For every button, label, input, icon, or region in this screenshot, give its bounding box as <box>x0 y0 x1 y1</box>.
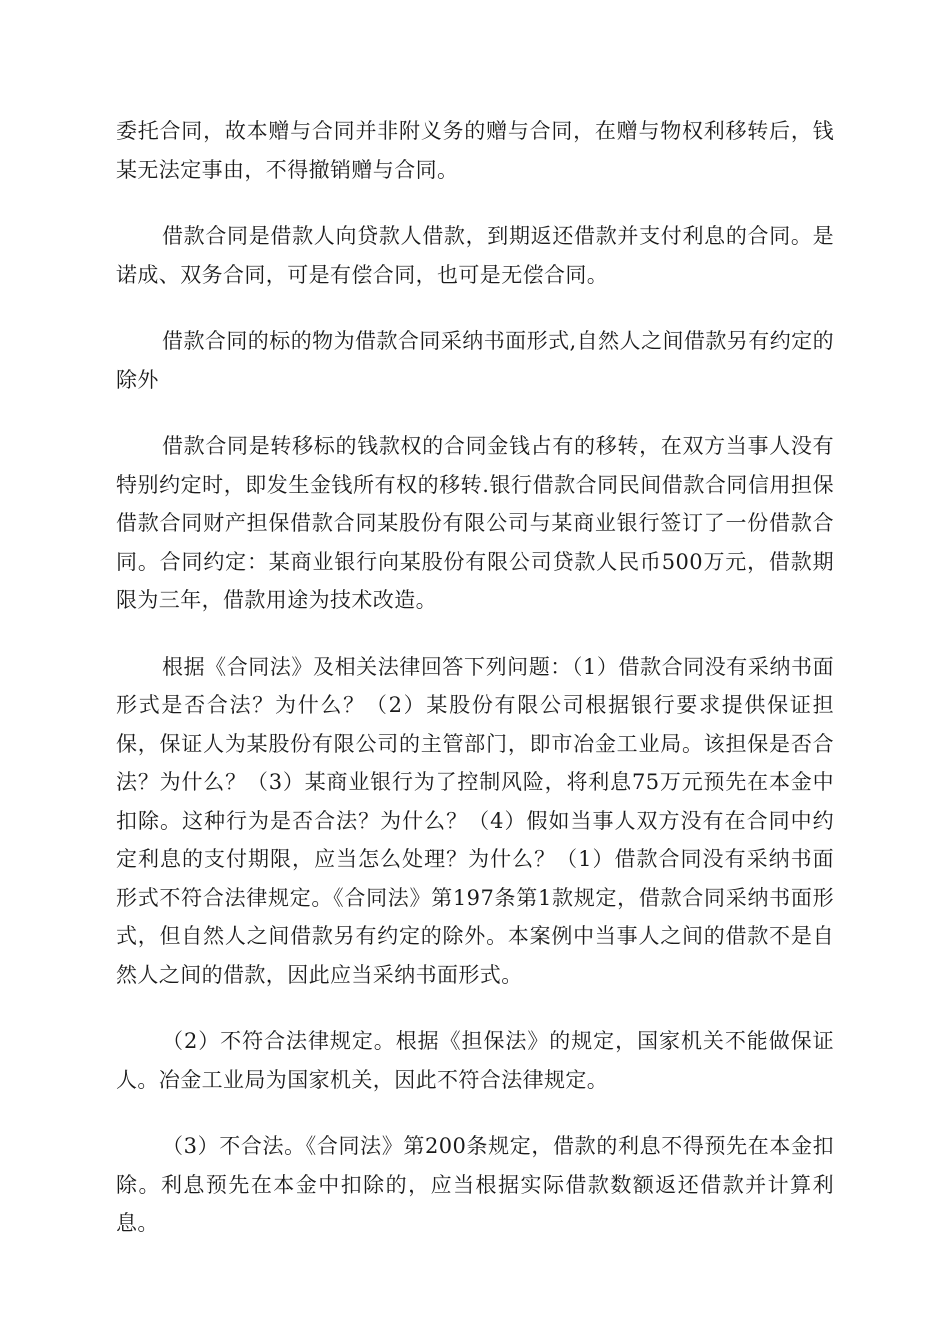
paragraph-loan-contract-definition: 借款合同是借款人向贷款人借款，到期返还借款并支付利息的合同。是诺成、双务合同，可是有偿合同，也可是无偿合同。 <box>116 224 834 287</box>
paragraph-loan-contract-transfer: 借款合同是转移标的钱款权的合同金钱占有的移转，在双方当事人没有特别约定时，即发生金钱所有权的移转.银行借款合同民间借款合同信用担保借款合同财产担保借款合同某股份有限公司与某商业银行签订了一份借款合同。合同约定：某商业银行向某股份有限公司贷款人民币500万元，借款期限为三年，借款用途为技术改造。 <box>116 434 834 612</box>
document-body <box>116 112 834 1271</box>
paragraph-answer-3: （3）不合法。《合同法》第200条规定，借款的利息不得预先在本金扣除。利息预先在本金中扣除的，应当根据实际借款数额返还借款并计算利息。 <box>116 1134 834 1235</box>
paragraph-loan-contract-form: 借款合同的标的物为借款合同采纳书面形式,自然人之间借款另有约定的除外 <box>116 329 834 392</box>
paragraph-questions-and-answer-1: 根据《合同法》及相关法律回答下列问题：（1）借款合同没有采纳书面形式是否合法？为什么？（2）某股份有限公司根据银行要求提供保证担保，保证人为某股份有限公司的主管部门，即市冶金工业局。该担保是否合法？为什么？（3）某商业银行为了控制风险，将利息75万元预先在本金中扣除。这种行为是否合法？为什么？（4）假如当事人双方没有在合同中约定利息的支付期限，应当怎么处理？为什么？（1）借款合同没有采纳书面形式不符合法律规定。《合同法》第197条第1款规定，借款合同采纳书面形式，但自然人之间借款另有约定的除外。本案例中当事人之间的借款不是自然人之间的借款，因此应当采纳书面形式。 <box>116 654 834 987</box>
paragraph-answer-2: （2）不符合法律规定。根据《担保法》的规定，国家机关不能做保证人。冶金工业局为国家机关，因此不符合法律规定。 <box>116 1029 834 1092</box>
paragraph-continuation: 委托合同，故本赠与合同并非附义务的赠与合同，在赠与物权利移转后，钱某无法定事由，不得撤销赠与合同。 <box>116 119 834 182</box>
